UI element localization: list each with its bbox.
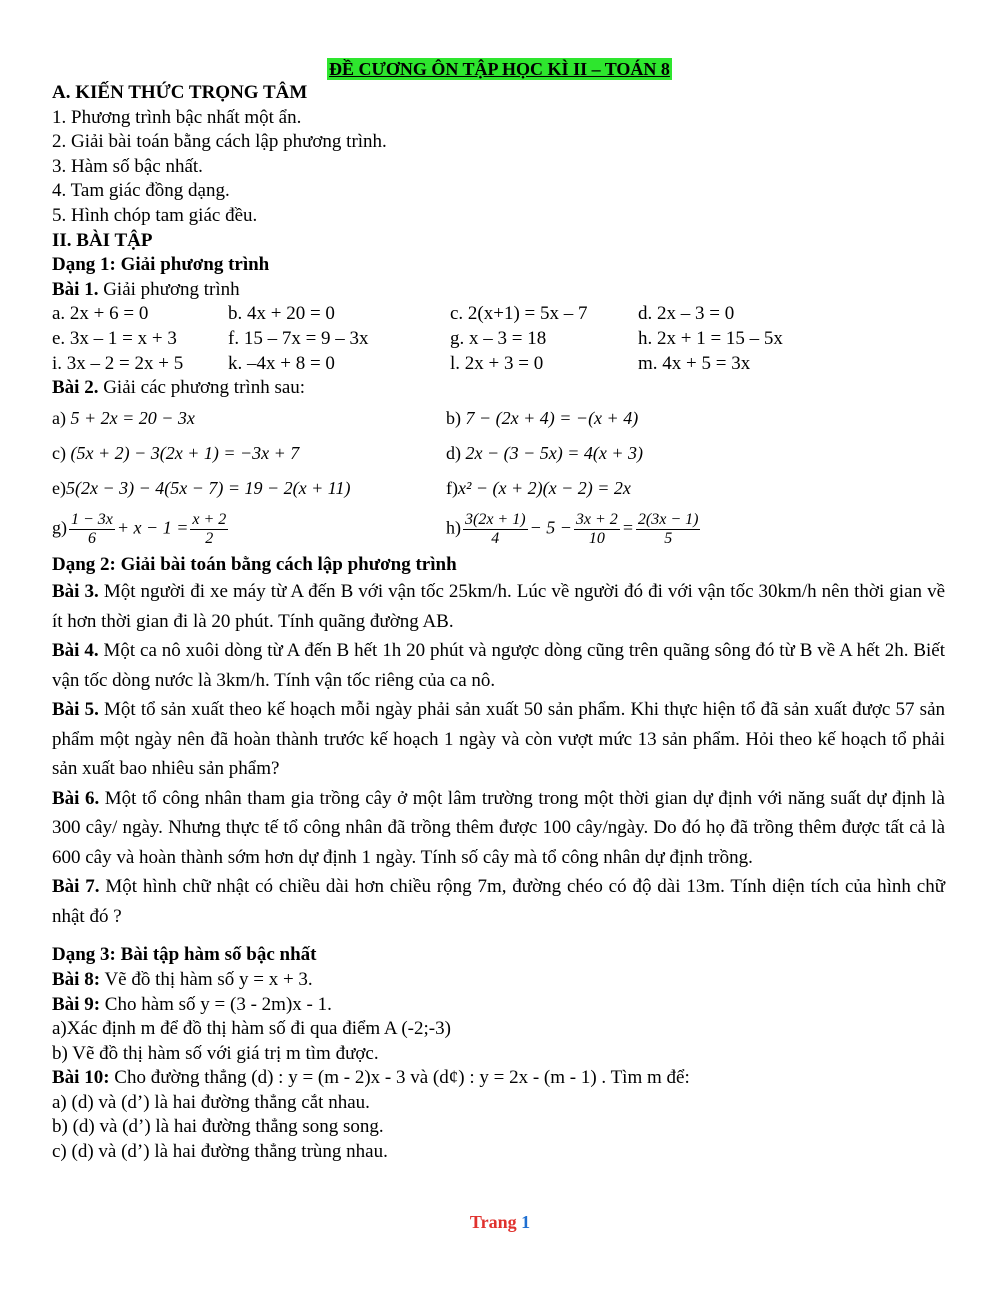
bai1-label: Bài 1. <box>52 278 99 300</box>
bai9-b: b) Vẽ đồ thị hàm số với giá trị m tìm được. <box>52 1042 379 1064</box>
section-a-heading: A. KIẾN THỨC TRỌNG TÂM <box>52 82 308 103</box>
fraction: $\frac{x + 2}{2}$ <box>192 511 227 548</box>
bai2-row <box>52 471 945 507</box>
equation: h. 2x + 1 = 15 – 5x <box>638 327 783 349</box>
fraction: $\frac{2(3x - 1)}{5}$ <box>637 511 699 548</box>
equation-h: h) $\frac{3(2x + 1)}{4}$ − 5 − $\frac{3x + 2}{10}$ = $\frac{2(3x - 1)}{5}$ <box>446 511 699 548</box>
bai1-row <box>52 327 945 352</box>
bai2-row <box>52 401 945 437</box>
equation-c: c) (5x + 2) − 3(2x + 1) = −3x + 7 <box>52 443 300 464</box>
equation-f: f)x² − (x + 2)(x − 2) = 2x <box>446 478 631 499</box>
fraction: $\frac{3(2x + 1)}{4}$ <box>465 511 526 548</box>
problem-paragraph: Bài 5. Một tổ sản xuất theo kế hoạch mỗi ngày phải sản xuất 50 sản phẩm. Khi thực hiện tổ đã sản xuất được 57 sản phẩm một ngày nên đã hoàn thành trước kế hoạch 1 ngày và còn vượt mức 13 sản phẩm. Hỏi theo kế hoạch tổ phải sản xuất bao nhiêu sản phẩm? <box>52 699 945 780</box>
equation: g. x – 3 = 18 <box>450 327 547 349</box>
page-title: ĐỀ CƯƠNG ÔN TẬP HỌC KÌ II – TOÁN 8 <box>329 59 670 79</box>
bai2-label: Bài 2. <box>52 377 99 399</box>
bai1-prompt <box>52 278 945 303</box>
equation: k. –4x + 8 = 0 <box>228 352 335 374</box>
problem-paragraph: Bài 6. Một tổ công nhân tham gia trồng cây ở một lâm trường trong một thời gian dự định với năng suất dự định là 300 cây/ ngày. Nhưng thực tế tổ công nhân đã trồng thêm được 100 cây/ngày. Do đó họ đã trồng thêm được tất cả là 600 cây và hoàn thành sớm hơn dự định 1 ngày. Tính số cây mà tổ công nhân dự định trồng. <box>52 787 945 868</box>
list-item: 2. Giải bài toán bằng cách lập phương trình. <box>52 131 387 153</box>
equation: i. 3x – 2 = 2x + 5 <box>52 352 184 374</box>
equation-e: e)5(2x − 3) − 4(5x − 7) = 19 − 2(x + 11) <box>52 478 351 499</box>
bai2-prompt <box>52 376 945 401</box>
bai2-row <box>52 507 945 553</box>
section-b-heading: II. BÀI TẬP <box>52 229 153 251</box>
equation-b: b) 7 − (2x + 4) = −(x + 4) <box>446 408 639 429</box>
problem-paragraph: Bài 4. Một ca nô xuôi dòng từ A đến B hết 1h 20 phút và ngược dòng cũng trên quãng sông đó từ B về A hết 2h. Biết vận tốc dòng nước là 3km/h. Tính vận tốc riêng của ca nô. <box>52 640 945 691</box>
dang2-heading: Dạng 2: Giải bài toán bằng cách lập phương trình <box>52 553 457 575</box>
page-number: 1 <box>521 1212 531 1232</box>
list-item: 4. Tam giác đồng dạng. <box>52 180 230 202</box>
equation: f. 15 – 7x = 9 – 3x <box>228 327 369 349</box>
fraction: $\frac{3x + 2}{10}$ <box>575 511 618 548</box>
bai10-c: c) (d) và (d’) là hai đường thẳng trùng nhau. <box>52 1141 388 1163</box>
bai10-b: b) (d) và (d’) là hai đường thẳng song song. <box>52 1116 384 1138</box>
dang3-heading: Dạng 3: Bài tập hàm số bậc nhất <box>52 944 317 966</box>
equation: e. 3x – 1 = x + 3 <box>52 327 177 349</box>
equation-d: d) 2x − (3 − 5x) = 4(x + 3) <box>446 443 644 464</box>
equation: b. 4x + 20 = 0 <box>228 303 335 325</box>
bai8: Bài 8: Vẽ đồ thị hàm số y = x + 3. <box>52 968 313 990</box>
list-item: 3. Hàm số bậc nhất. <box>52 155 203 177</box>
list-item: 1. Phương trình bậc nhất một ẩn. <box>52 106 302 128</box>
page-label: Trang <box>469 1212 517 1232</box>
fraction: $\frac{1 - 3x}{6}$ <box>71 511 113 548</box>
equation-a: a) 5 + 2x = 20 − 3x <box>52 408 195 429</box>
page-footer <box>0 1212 1000 1233</box>
equation: l. 2x + 3 = 0 <box>450 352 544 374</box>
equation: m. 4x + 5 = 3x <box>638 352 751 374</box>
bai2-row <box>52 437 945 471</box>
document-page <box>52 58 945 1165</box>
bai10: Bài 10: Cho đường thẳng (d) : y = (m - 2)x - 3 và (d¢) : y = 2x - (m - 1) . Tìm m để: <box>52 1067 690 1089</box>
list-item: 5. Hình chóp tam giác đều. <box>52 204 258 226</box>
equation-g: g) $\frac{1 - 3x}{6}$ + x − 1 = $\frac{x + 2}{2}$ <box>52 511 227 548</box>
equation: a. 2x + 6 = 0 <box>52 303 149 325</box>
equation: c. 2(x+1) = 5x – 7 <box>450 303 588 325</box>
problem-paragraph: Bài 3. Một người đi xe máy từ A đến B với vận tốc 25km/h. Lúc về người đó đi với vận tốc 30km/h nên thời gian về ít hơn thời gian đi là 20 phút. Tính quãng đường AB. <box>52 581 945 632</box>
bai9: Bài 9: Cho hàm số y = (3 - 2m)x - 1. <box>52 993 332 1015</box>
bai9-a: a)Xác định m để đồ thị hàm số đi qua điểm A (-2;-3) <box>52 1018 451 1040</box>
bai10-a: a) (d) và (d’) là hai đường thẳng cắt nhau. <box>52 1091 370 1113</box>
bai1-text: Giải phương trình <box>98 278 240 300</box>
equation: d. 2x – 3 = 0 <box>638 303 735 325</box>
title-wrapper <box>54 58 945 81</box>
bai2-text: Giải các phương trình sau: <box>98 377 306 399</box>
bai1-row <box>52 352 945 377</box>
problem-paragraph: Bài 7. Một hình chữ nhật có chiều dài hơn chiều rộng 7m, đường chéo có độ dài 13m. Tính diện tích của hình chữ nhật đó ? <box>52 876 945 927</box>
bai1-row <box>52 302 945 327</box>
dang1-heading: Dạng 1: Giải phương trình <box>52 254 270 276</box>
